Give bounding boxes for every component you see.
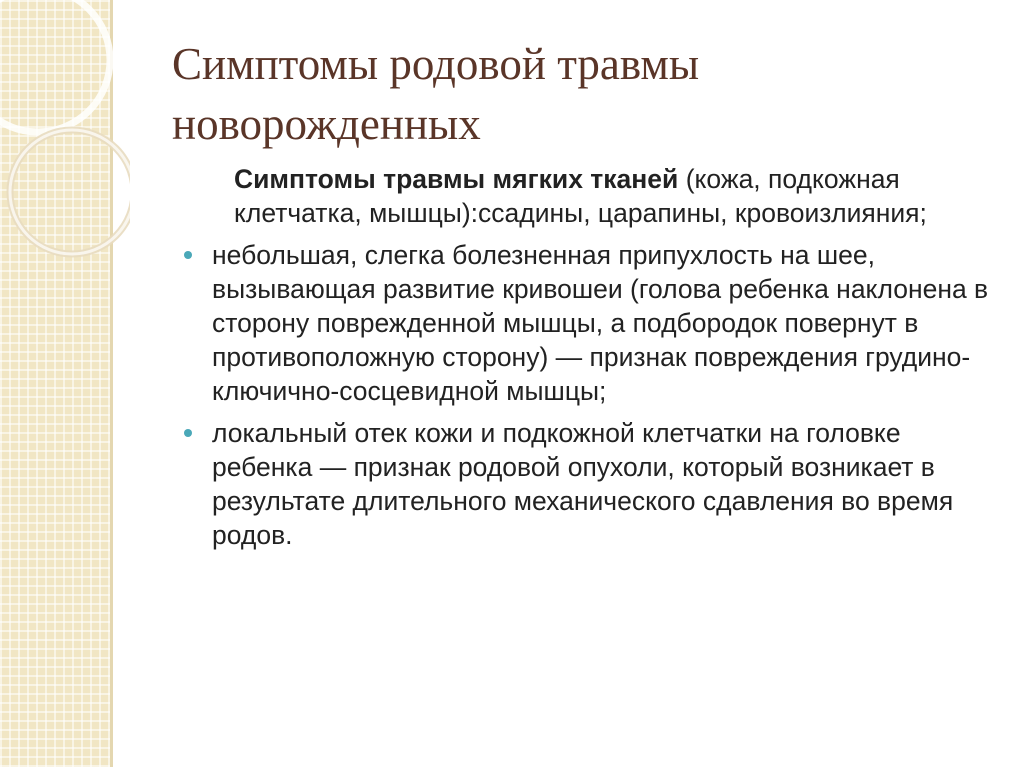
decorative-rings-icon — [0, 0, 130, 260]
slide-title: Симптомы родовой травмы новорожденных — [172, 39, 700, 149]
slide-content — [212, 162, 1002, 560]
bullet-item — [212, 416, 1002, 552]
bullet-item — [212, 238, 1002, 408]
bullet-text: небольшая, слегка болезненная припухлость на шее, вызывающая развитие кривошеи (голова ребенка наклонена в сторону поврежденной мышцы, а подбородок повернут в противоположную сторону) — признак повреждения грудино-ключично-сосцевидной мышцы; — [212, 240, 989, 406]
bullet-dot-icon — [184, 251, 192, 259]
bullet-dot-icon — [184, 429, 192, 437]
intro-bold-text: Симптомы травмы мягких тканей — [234, 164, 679, 194]
intro-paragraph — [212, 162, 1002, 230]
bullet-text: локальный отек кожи и подкожной клетчатки на головке ребенка — признак родовой опухоли, который возникает в результате длительного механического сдавления во время родов. — [212, 418, 954, 550]
intro-text: (кожа, подкожная клетчатка, мышцы):ссадины, царапины, кровоизлияния; — [234, 164, 927, 228]
